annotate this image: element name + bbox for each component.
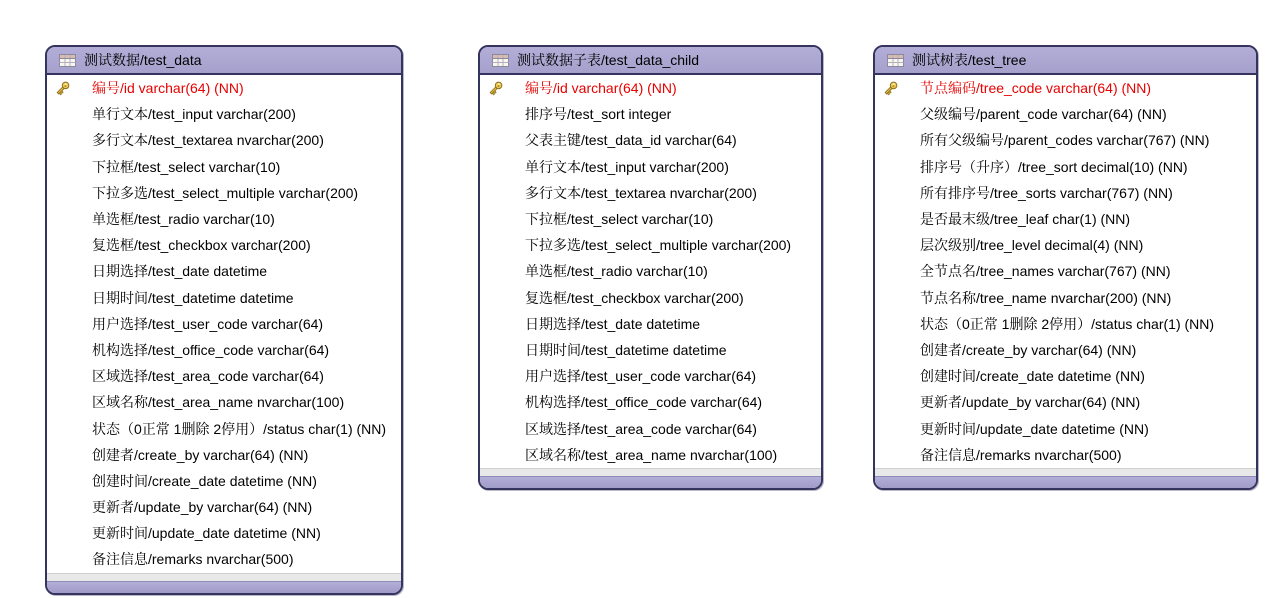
table-card-header[interactable] bbox=[47, 47, 401, 75]
column-label: 复选框/test_checkbox varchar(200) bbox=[92, 237, 311, 254]
column-label: 日期选择/test_date datetime bbox=[92, 263, 268, 280]
column-label: 节点编码/tree_code varchar(64) (NN) bbox=[920, 80, 1152, 97]
column-row-primary-key[interactable] bbox=[875, 75, 1256, 101]
column-label: 所有父级编号/parent_codes varchar(767) (NN) bbox=[920, 132, 1210, 149]
table-title: 测试数据子表/test_data_child bbox=[517, 52, 700, 68]
column-label: 下拉多选/test_select_multiple varchar(200) bbox=[525, 237, 792, 254]
column-row[interactable] bbox=[47, 311, 401, 337]
column-row[interactable] bbox=[480, 180, 821, 206]
column-row[interactable] bbox=[480, 258, 821, 284]
column-row[interactable] bbox=[875, 415, 1256, 441]
column-label: 状态（0正常 1删除 2停用）/status char(1) (NN) bbox=[92, 420, 387, 437]
column-label: 父表主键/test_data_id varchar(64) bbox=[525, 132, 737, 149]
primary-key-icon bbox=[54, 80, 92, 97]
table-title: 测试数据/test_data bbox=[84, 52, 202, 68]
column-row[interactable] bbox=[47, 337, 401, 363]
column-label: 下拉框/test_select varchar(10) bbox=[92, 158, 281, 175]
table-icon bbox=[887, 54, 904, 67]
column-row[interactable] bbox=[47, 546, 401, 572]
column-label: 下拉多选/test_select_multiple varchar(200) bbox=[92, 184, 359, 201]
column-label: 用户选择/test_user_code varchar(64) bbox=[92, 315, 324, 332]
table-icon bbox=[492, 54, 509, 67]
column-label: 更新者/update_by varchar(64) (NN) bbox=[92, 499, 313, 516]
column-row[interactable] bbox=[47, 180, 401, 206]
column-label: 创建时间/create_date datetime (NN) bbox=[920, 368, 1145, 385]
table-footer-bar bbox=[875, 476, 1256, 488]
column-label: 所有排序号/tree_sorts varchar(767) (NN) bbox=[920, 184, 1173, 201]
column-row[interactable] bbox=[875, 127, 1256, 153]
column-row[interactable] bbox=[47, 154, 401, 180]
column-label: 父级编号/parent_code varchar(64) (NN) bbox=[920, 106, 1167, 123]
table-title: 测试树表/test_tree bbox=[912, 52, 1027, 68]
primary-key-icon bbox=[882, 80, 920, 97]
column-row[interactable] bbox=[480, 127, 821, 153]
column-label: 备注信息/remarks nvarchar(500) bbox=[92, 551, 294, 568]
table-card-test-data-child[interactable] bbox=[478, 45, 823, 490]
column-label: 编号/id varchar(64) (NN) bbox=[92, 80, 244, 97]
column-row[interactable] bbox=[480, 206, 821, 232]
column-label: 创建者/create_by varchar(64) (NN) bbox=[92, 446, 309, 463]
column-row[interactable] bbox=[875, 101, 1256, 127]
table-card-test-data[interactable] bbox=[45, 45, 403, 595]
column-row[interactable] bbox=[47, 285, 401, 311]
column-label: 更新者/update_by varchar(64) (NN) bbox=[920, 394, 1141, 411]
column-row[interactable] bbox=[480, 311, 821, 337]
column-row[interactable] bbox=[47, 101, 401, 127]
column-row[interactable] bbox=[875, 206, 1256, 232]
column-row[interactable] bbox=[47, 258, 401, 284]
column-label: 单选框/test_radio varchar(10) bbox=[92, 211, 275, 228]
column-row[interactable] bbox=[47, 442, 401, 468]
column-label: 区域名称/test_area_name nvarchar(100) bbox=[525, 446, 778, 463]
column-row[interactable] bbox=[480, 389, 821, 415]
column-label: 机构选择/test_office_code varchar(64) bbox=[92, 341, 330, 358]
table-card-header[interactable] bbox=[480, 47, 821, 75]
table-footer-strip bbox=[480, 468, 821, 476]
column-row[interactable] bbox=[480, 363, 821, 389]
column-label: 节点名称/tree_name nvarchar(200) (NN) bbox=[920, 289, 1172, 306]
column-label: 状态（0正常 1删除 2停用）/status char(1) (NN) bbox=[920, 315, 1215, 332]
column-row[interactable] bbox=[480, 101, 821, 127]
table-footer-strip bbox=[47, 573, 401, 581]
column-label: 单行文本/test_input varchar(200) bbox=[92, 106, 296, 123]
column-label: 层次级别/tree_level decimal(4) (NN) bbox=[920, 237, 1144, 254]
column-label: 备注信息/remarks nvarchar(500) bbox=[920, 446, 1122, 463]
column-label: 区域选择/test_area_code varchar(64) bbox=[92, 368, 324, 385]
table-icon bbox=[59, 54, 76, 67]
column-row[interactable] bbox=[47, 389, 401, 415]
column-row[interactable] bbox=[875, 285, 1256, 311]
column-label: 单选框/test_radio varchar(10) bbox=[525, 263, 708, 280]
column-row[interactable] bbox=[480, 442, 821, 468]
column-row[interactable] bbox=[47, 206, 401, 232]
column-row[interactable] bbox=[875, 154, 1256, 180]
column-label: 更新时间/update_date datetime (NN) bbox=[92, 525, 321, 542]
column-row[interactable] bbox=[875, 258, 1256, 284]
table-columns-list bbox=[875, 75, 1256, 468]
column-row[interactable] bbox=[480, 154, 821, 180]
primary-key-icon bbox=[487, 80, 525, 97]
column-row[interactable] bbox=[47, 494, 401, 520]
column-row[interactable] bbox=[47, 415, 401, 441]
column-row[interactable] bbox=[875, 180, 1256, 206]
column-label: 日期时间/test_datetime datetime bbox=[92, 289, 294, 306]
table-card-test-tree[interactable] bbox=[873, 45, 1258, 490]
column-label: 全节点名/tree_names varchar(767) (NN) bbox=[920, 263, 1171, 280]
column-label: 单行文本/test_input varchar(200) bbox=[525, 158, 729, 175]
column-label: 区域选择/test_area_code varchar(64) bbox=[525, 420, 757, 437]
column-row[interactable] bbox=[47, 468, 401, 494]
column-label: 创建时间/create_date datetime (NN) bbox=[92, 472, 317, 489]
column-label: 编号/id varchar(64) (NN) bbox=[525, 80, 677, 97]
column-row[interactable] bbox=[480, 285, 821, 311]
column-row[interactable] bbox=[875, 232, 1256, 258]
column-row[interactable] bbox=[875, 363, 1256, 389]
column-label: 区域名称/test_area_name nvarchar(100) bbox=[92, 394, 345, 411]
column-label: 更新时间/update_date datetime (NN) bbox=[920, 420, 1149, 437]
column-row[interactable] bbox=[480, 232, 821, 258]
column-row[interactable] bbox=[47, 520, 401, 546]
column-label: 机构选择/test_office_code varchar(64) bbox=[525, 394, 763, 411]
table-footer-bar bbox=[47, 581, 401, 593]
table-columns-list bbox=[480, 75, 821, 468]
column-row[interactable] bbox=[875, 311, 1256, 337]
column-row[interactable] bbox=[47, 232, 401, 258]
column-label: 排序号/test_sort integer bbox=[525, 106, 672, 123]
column-label: 用户选择/test_user_code varchar(64) bbox=[525, 368, 757, 385]
table-columns-list bbox=[47, 75, 401, 573]
column-row[interactable] bbox=[480, 337, 821, 363]
column-label: 排序号（升序）/tree_sort decimal(10) (NN) bbox=[920, 158, 1188, 175]
column-row-primary-key[interactable] bbox=[480, 75, 821, 101]
table-card-header[interactable] bbox=[875, 47, 1256, 75]
column-row-primary-key[interactable] bbox=[47, 75, 401, 101]
table-footer-strip bbox=[875, 468, 1256, 476]
table-footer-bar bbox=[480, 476, 821, 488]
column-label: 是否最末级/tree_leaf char(1) (NN) bbox=[920, 211, 1131, 228]
column-label: 日期时间/test_datetime datetime bbox=[525, 341, 727, 358]
column-row[interactable] bbox=[875, 389, 1256, 415]
column-row[interactable] bbox=[875, 442, 1256, 468]
column-row[interactable] bbox=[875, 337, 1256, 363]
column-label: 日期选择/test_date datetime bbox=[525, 315, 701, 332]
column-label: 复选框/test_checkbox varchar(200) bbox=[525, 289, 744, 306]
column-label: 多行文本/test_textarea nvarchar(200) bbox=[92, 132, 324, 149]
column-label: 下拉框/test_select varchar(10) bbox=[525, 211, 714, 228]
column-row[interactable] bbox=[480, 415, 821, 441]
column-label: 创建者/create_by varchar(64) (NN) bbox=[920, 341, 1137, 358]
column-row[interactable] bbox=[47, 363, 401, 389]
column-row[interactable] bbox=[47, 127, 401, 153]
column-label: 多行文本/test_textarea nvarchar(200) bbox=[525, 184, 757, 201]
